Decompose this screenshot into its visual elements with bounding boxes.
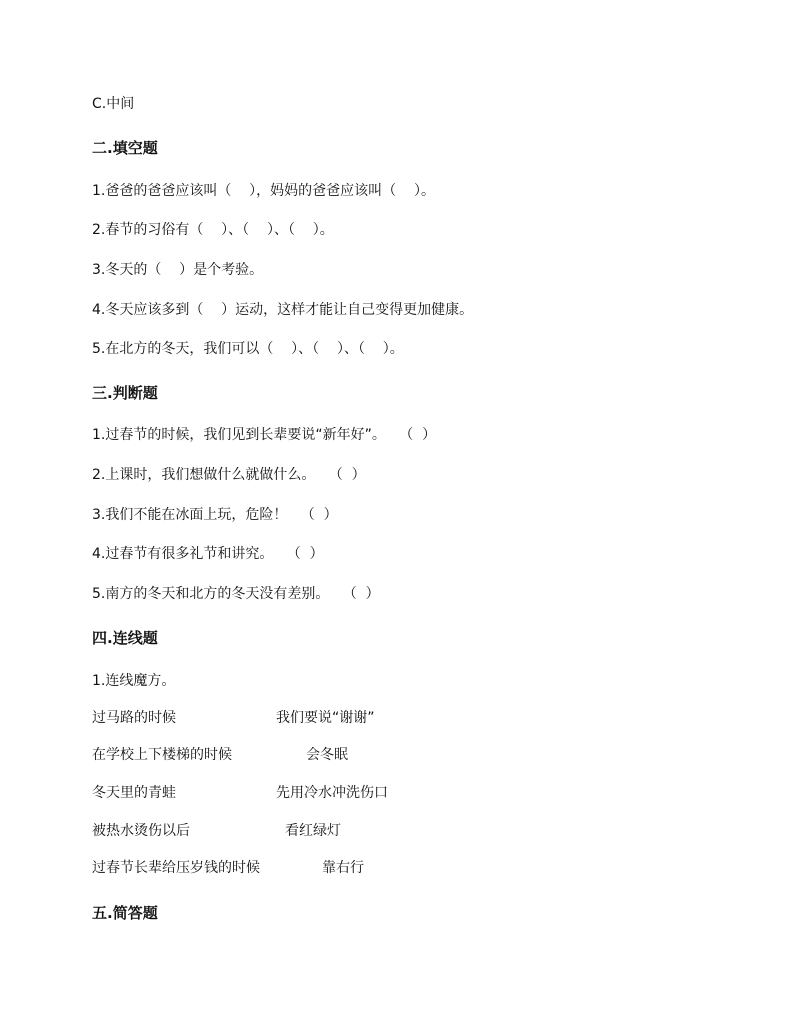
fill-blank-item: 4.冬天应该多到（ ）运动，这样才能让自己变得更加健康。 — [92, 302, 474, 318]
true-false-item: 2.上课时，我们想做什么就做什么。 （ ） — [92, 467, 366, 483]
section-heading-short-answer: 五.简答题 — [92, 904, 158, 922]
matching-right-item: 靠右行 — [322, 860, 364, 876]
matching-left-item: 被热水烫伤以后 — [92, 823, 190, 839]
section-heading-fill-blank: 二.填空题 — [92, 139, 158, 157]
true-false-item: 5.南方的冬天和北方的冬天没有差别。 （ ） — [92, 586, 380, 602]
fill-blank-item: 2.春节的习俗有（ ）、（ ）、（ ）。 — [92, 222, 334, 238]
matching-left-item: 过马路的时候 — [92, 710, 176, 726]
matching-right-item: 会冬眠 — [306, 747, 348, 763]
option-c: C.中间 — [92, 96, 135, 112]
matching-left-item: 过春节长辈给压岁钱的时候 — [92, 860, 260, 876]
matching-intro: 1.连线魔方。 — [92, 673, 176, 689]
section-heading-true-false: 三.判断题 — [92, 384, 158, 402]
fill-blank-item: 1.爸爸的爸爸应该叫（ ），妈妈的爸爸应该叫（ ）。 — [92, 183, 435, 199]
fill-blank-item: 5.在北方的冬天，我们可以（ ）、（ ）、（ ）。 — [92, 341, 404, 357]
matching-left-item: 冬天里的青蛙 — [92, 785, 176, 801]
matching-left-item: 在学校上下楼梯的时候 — [92, 747, 232, 763]
matching-right-item: 先用冷水冲洗伤口 — [276, 785, 388, 801]
matching-right-item: 看红绿灯 — [285, 823, 341, 839]
fill-blank-item: 3.冬天的（ ）是个考验。 — [92, 262, 264, 278]
true-false-item: 1.过春节的时候，我们见到长辈要说“新年好”。 （ ） — [92, 427, 437, 443]
true-false-item: 3.我们不能在冰面上玩，危险！ （ ） — [92, 507, 338, 523]
matching-right-item: 我们要说“谢谢” — [276, 710, 375, 726]
true-false-item: 4.过春节有很多礼节和讲究。 （ ） — [92, 546, 324, 562]
section-heading-matching: 四.连线题 — [92, 629, 158, 647]
